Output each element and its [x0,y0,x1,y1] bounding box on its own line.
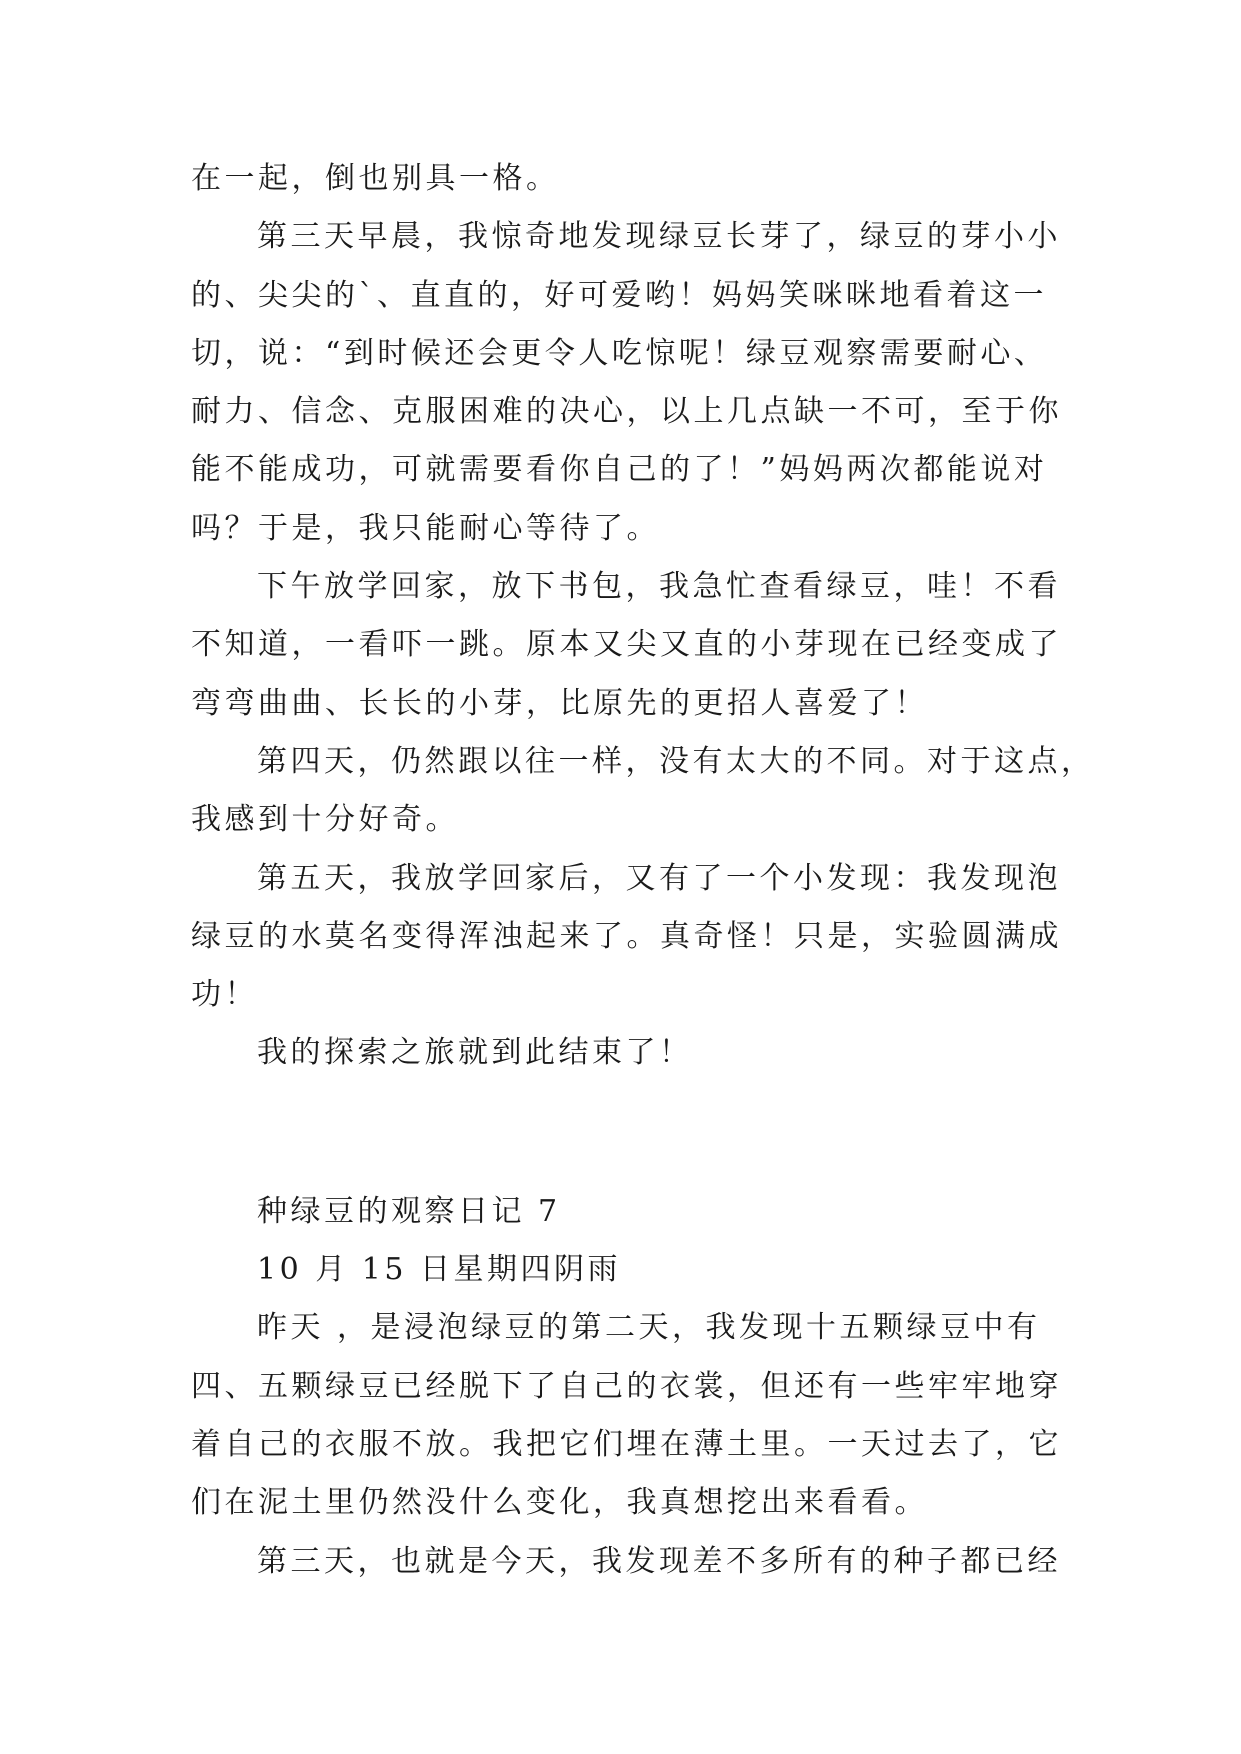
paragraph-line: 着自己的衣服不放。我把它们埋在薄土里。一天过去了，它 [191,1426,1062,1462]
paragraph-line: 下午放学回家，放下书包，我急忙查看绿豆，哇！不看 [257,569,1061,605]
paragraph-line: 第五天，我放学回家后，又有了一个小发现：我发现泡 [257,860,1061,896]
section-gap [191,1083,1051,1183]
paragraph-line: 在一起，倒也别具一格。 [191,161,560,196]
paragraph-line: 的、尖尖的`、直直的，好可爱哟！妈妈笑咪咪地看着这一 [191,277,1047,313]
paragraph-line: 四、五颗绿豆已经脱下了自己的衣裳，但还有一些牢牢地穿 [191,1368,1062,1404]
paragraph-line: 能不能成功，可就需要看你自己的了！”妈妈两次都能说对 [191,452,1048,488]
paragraph-line: 弯弯曲曲、长长的小芽，比原先的更招人喜爱了！ [191,685,928,721]
paragraph-line: 切，说：“到时候还会更令人吃惊呢！绿豆观察需要耐心、 [191,335,1048,371]
paragraph-line: 耐力、信念、克服困难的决心，以上几点缺一不可，至于你 [191,394,1062,430]
date-line: 10 月 15 日星期四阴雨 [257,1252,621,1288]
paragraph-line: 昨天 ，是浸泡绿豆的第二天，我发现十五颗绿豆中有 [257,1310,1041,1346]
paragraph-line: 第三天早晨，我惊奇地发现绿豆长芽了，绿豆的芽小小 [257,219,1061,255]
paragraph-line: 功！ [191,977,258,1013]
document-page [191,150,1095,1591]
paragraph-line: 第四天，仍然跟以往一样，没有太大的不同。对于这点， [257,743,1095,779]
paragraph-line: 第三天，也就是今天，我发现差不多所有的种子都已经 [257,1543,1061,1579]
paragraph-line: 绿豆的水莫名变得浑浊起来了。真奇怪！只是，实验圆满成 [191,918,1062,954]
paragraph-line: 吗？于是，我只能耐心等待了。 [191,510,660,546]
paragraph-line: 不知道，一看吓一跳。原本又尖又直的小芽现在已经变成了 [191,627,1062,663]
paragraph-line: 们在泥土里仍然没什么变化，我真想挖出来看看。 [191,1485,928,1521]
paragraph-line: 我的探索之旅就到此结束了！ [257,1035,693,1071]
paragraph-line: 我感到十分好奇。 [191,802,459,838]
section-title: 种绿豆的观察日记 7 [257,1193,561,1229]
